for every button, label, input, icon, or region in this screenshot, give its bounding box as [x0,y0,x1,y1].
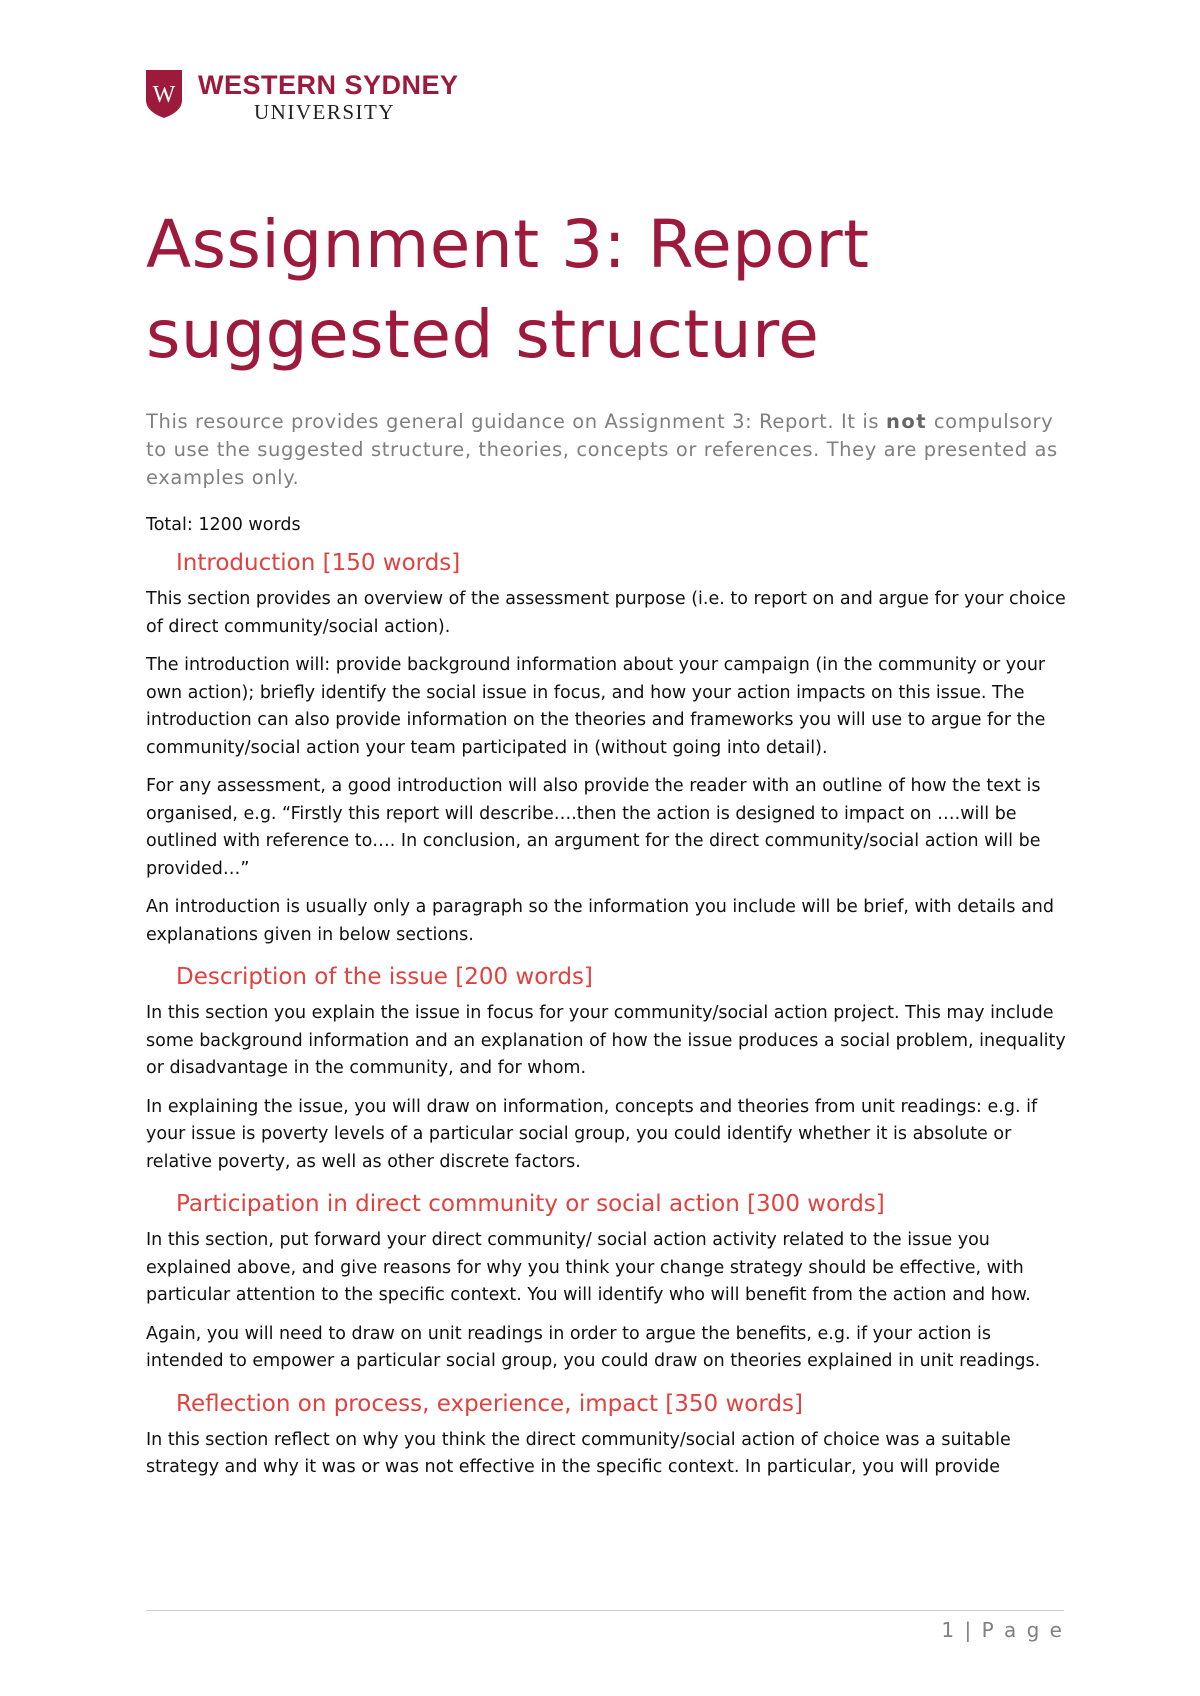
section-paragraph: In this section reflect on why you think the direct community/social action of choice was a suitable strategy and why it was or was not effective in the specific context. In particular, you will provide [146,1429,1011,1477]
section-reflection [146,1387,1066,1482]
intro-note [146,408,1066,492]
title-line-2: suggested structure [146,296,820,373]
logo-wordmark: WESTERN SYDNEY [198,70,459,100]
page-title [146,200,1066,380]
page-number: 1 | P a g e [941,1618,1064,1642]
total-word-count: Total: 1200 words [146,515,301,535]
section-paragraph: Again, you will need to draw on unit readings in order to argue the benefits, e.g. if your action is intended to empower a particular social group, you could draw on theories explained in unit readings. [146,1323,1041,1371]
section-paragraph: In this section, put forward your direct community/ social action activity related to the issue you explained above, and give reasons for why you think your change strategy should be effective, with particular attention to the specific context. You will identify who will benefit from the action and how. [146,1230,1031,1305]
section-paragraph: This section provides an overview of the assessment purpose (i.e. to report on and argue for your choice of direct community/social action). [146,589,1066,637]
section-paragraph: An introduction is usually only a paragraph so the information you include will be brief, with details and explanations given in below sections. [146,897,1054,945]
section-heading: Reflection on process, experience, impact [350 words] [176,1390,803,1417]
document-body [146,200,1066,1493]
section-heading: Introduction [150 words] [176,550,461,576]
section-participation [146,1187,1066,1376]
footer-divider [146,1610,1064,1611]
section-paragraph: For any assessment, a good introduction will also provide the reader with an outline of how the text is organised, e.g. “Firstly this report will describe….then the action is designed to impact on ….will be outlined with reference to…. In conclusion, an argument for the direct community/social action will be provided…” [146,776,1041,879]
intro-text-before: This resource provides general guidance on Assignment 3: Report. It is [146,410,886,433]
section-paragraph: The introduction will: provide background information about your campaign (in the community or your own action); briefly identify the social issue in focus, and how your action impacts on this issue. The introduction can also provide information on the theories and frameworks you will use to argue for the community/social action your team participated in (without going into detail). [146,655,1046,758]
intro-text-after: compulsory to use the suggested structure, theories, concepts or references. They are presented as examples only. [146,410,1058,489]
section-introduction [146,546,1066,949]
section-paragraph: In this section you explain the issue in focus for your community/social action project. This may include some background information and an explanation of how the issue produces a social problem, inequality or disadvantage in the community, and for whom. [146,1003,1066,1078]
shield-icon [146,70,182,118]
section-heading: Participation in direct community or social action [300 words] [176,1191,885,1217]
svg-text:W: W [152,82,176,108]
section-heading: Description of the issue [200 words] [176,964,593,990]
intro-emphasis: not [885,410,928,433]
university-logo [146,70,466,126]
logo-subtitle: UNIVERSITY [254,100,395,124]
section-description [146,960,1066,1176]
section-paragraph: In explaining the issue, you will draw on information, concepts and theories from unit readings: e.g. if your issue is poverty levels of a particular social group, you could identify whether it is absolute or relative poverty, as well as other discrete factors. [146,1096,1038,1172]
title-line-1: Assignment 3: Report [146,206,870,283]
